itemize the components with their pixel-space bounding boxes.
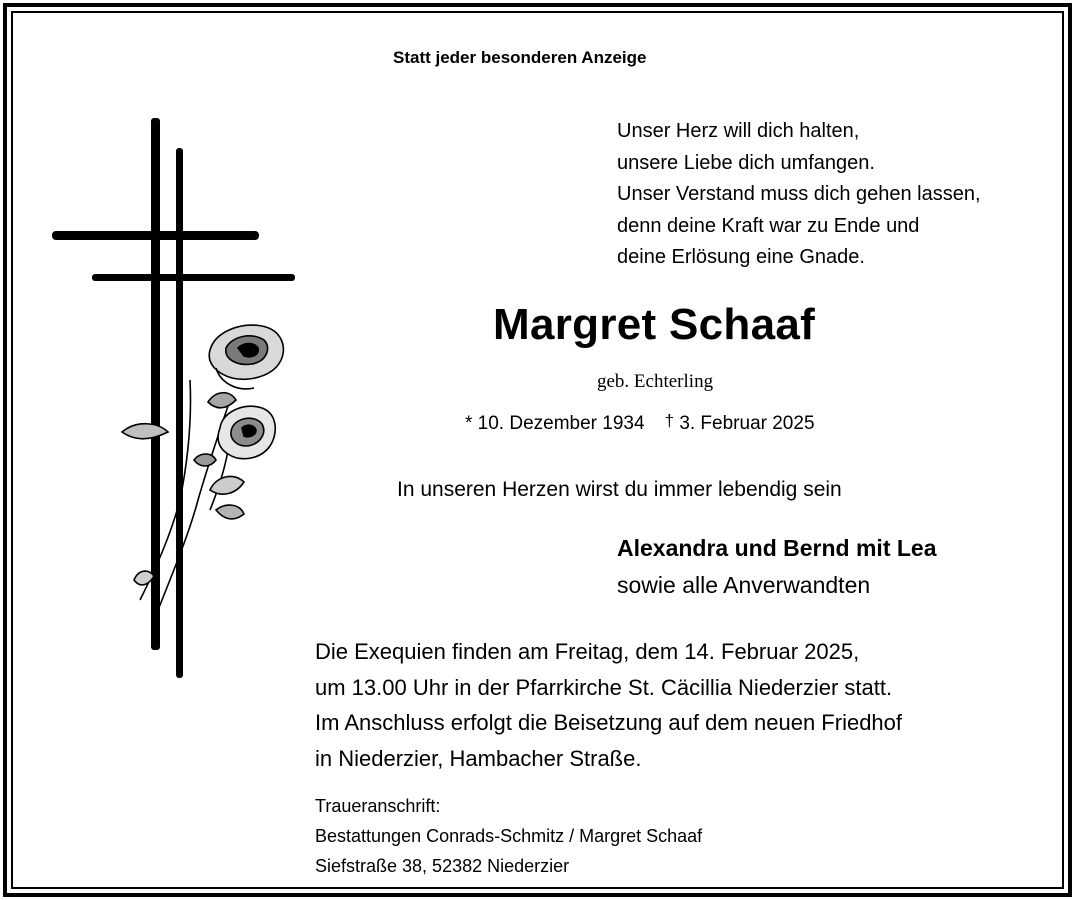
poem: [617, 116, 981, 274]
life-dates: [465, 413, 815, 435]
roses-icon: [122, 325, 283, 610]
address-line: Siefstraße 38, 52382 Niederzier: [315, 856, 570, 876]
family-names: Alexandra und Bernd mit Lea: [617, 535, 937, 561]
address-label: Traueranschrift:: [315, 796, 441, 816]
poem-line: denn deine Kraft war zu Ende und: [617, 214, 920, 237]
birth-name: geb. Echterling: [597, 371, 714, 392]
address-line: Bestattungen Conrads-Schmitz / Margret Schaaf: [315, 826, 703, 846]
poem-line: unsere Liebe dich umfangen.: [617, 151, 875, 174]
notice-header: Statt jeder besonderen Anzeige: [393, 48, 647, 67]
motto: In unseren Herzen wirst du immer lebendig sein: [397, 478, 842, 501]
death-date: 3. Februar 2025: [679, 413, 815, 434]
mourning-address: [315, 791, 702, 881]
funeral-line: Im Anschluss erfolgt die Beisetzung auf dem neuen Friedhof: [315, 710, 903, 735]
poem-line: Unser Herz will dich halten,: [617, 120, 860, 142]
dagger-icon: †: [664, 411, 675, 430]
birth-date: * 10. Dezember 1934: [465, 413, 645, 434]
poem-line: Unser Verstand muss dich gehen lassen,: [617, 183, 981, 205]
relatives-line: sowie alle Anverwandten: [617, 572, 871, 598]
double-cross-icon: [52, 118, 295, 678]
funeral-line: um 13.00 Uhr in der Pfarrkirche St. Cäcillia Niederzier statt.: [315, 674, 893, 700]
deceased-name: Margret Schaaf: [493, 300, 816, 349]
funeral-info: [315, 634, 902, 776]
funeral-line: in Niederzier, Hambacher Straße.: [315, 745, 642, 771]
cross-roses-illustration: [40, 110, 310, 690]
poem-line: deine Erlösung eine Gnade.: [617, 246, 865, 268]
funeral-line: Die Exequien finden am Freitag, dem 14. Februar 2025,: [315, 639, 860, 664]
